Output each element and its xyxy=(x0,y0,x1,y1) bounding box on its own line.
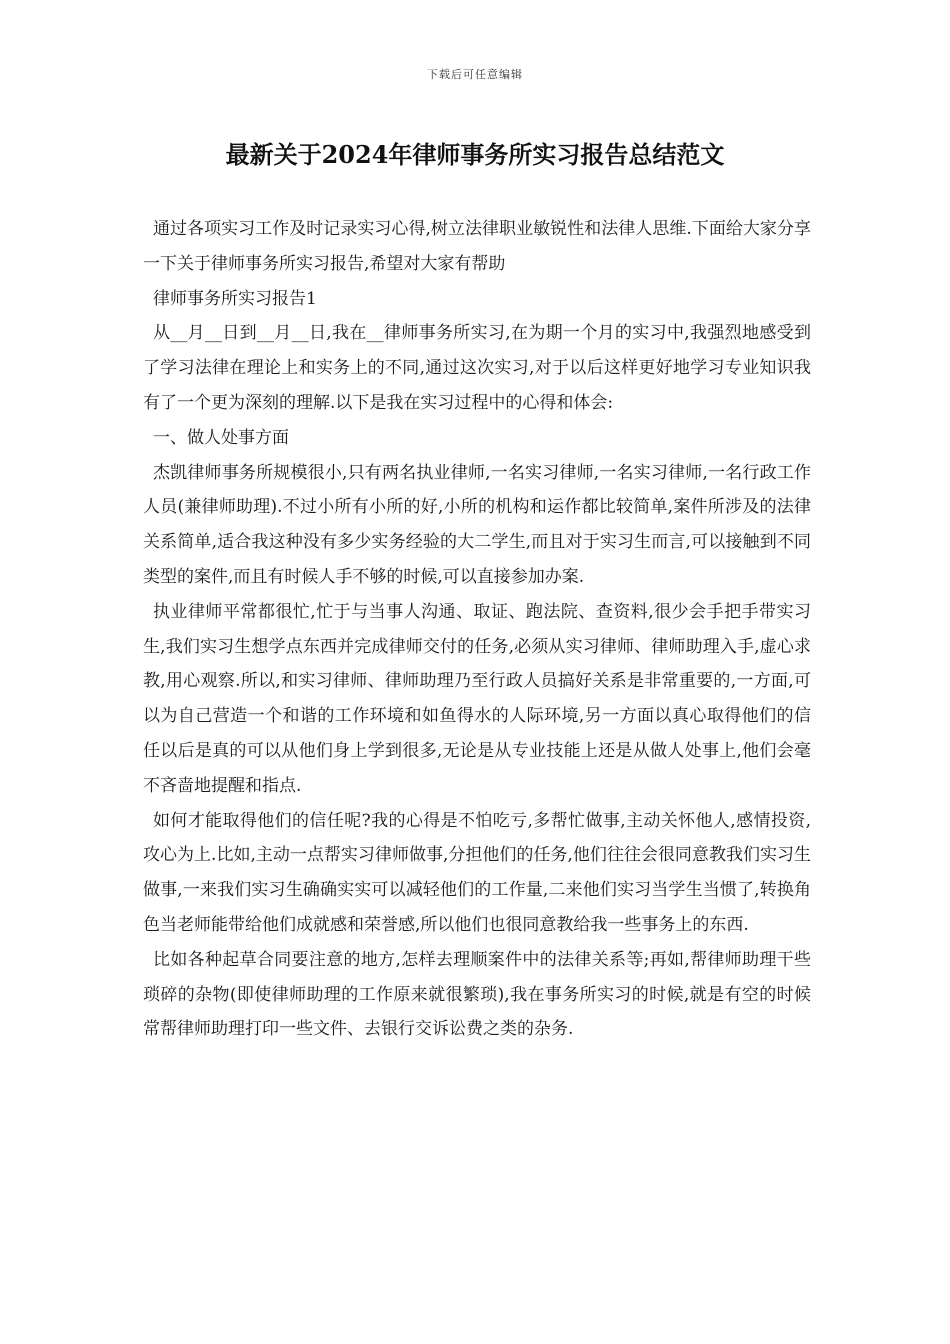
paragraph-intro: 通过各项实习工作及时记录实习心得,树立法律职业敏锐性和法律人思维.下面给大家分享一下关于律师事务所实习报告,希望对大家有帮助 xyxy=(143,219,811,274)
document-title: 最新关于2024年律师事务所实习报告总结范文 xyxy=(225,140,725,169)
header-note: 下载后可任意编辑 xyxy=(427,68,523,81)
paragraph-busy-lawyers: 执业律师平常都很忙,忙于与当事人沟通、取证、跑法院、查资料,很少会手把手带实习生,我们实习生想学点东西并完成律师交付的任务,必须从实习律师、律师助理入手,虚心求教,用心观察.所以,和实习律师、律师助理乃至行政人员搞好关系是非常重要的,一方面,可以为自己营造一个和谐的工作环境和如鱼得水的人际环境,另一方面以真心取得他们的信任以后是真的可以从他们身上学到很多,无论是从专业技能上还是从做人处事上,他们会毫不吝啬地提醒和指点. xyxy=(143,601,811,796)
section-heading-conduct: 一、做人处事方面 xyxy=(153,427,289,448)
paragraph-internship-period: 从__月__日到__月__日,我在__律师事务所实习,在为期一个月的实习中,我强烈地感受到了学习法律在理论上和实务上的不同,通过这次实习,对于以后这样更好地学习专业知识我有了一个更为深刻的理解.以下是我在实习过程中的心得和体会: xyxy=(143,323,811,413)
section-heading-report-1: 律师事务所实习报告1 xyxy=(153,288,317,309)
paragraph-examples: 比如各种起草合同要注意的地方,怎样去理顺案件中的法律关系等;再如,帮律师助理干些琐碎的杂物(即使律师助理的工作原来就很繁琐),我在事务所实习的时候,就是有空的时候常帮律师助理打印一些文件、去银行交诉讼费之类的杂务. xyxy=(143,949,811,1040)
document-body xyxy=(143,212,811,1047)
paragraph-earn-trust: 如何才能取得他们的信任呢?我的心得是不怕吃亏,多帮忙做事,主动关怀他人,感情投资,攻心为上.比如,主动一点帮实习律师做事,分担他们的任务,他们往往会很同意教我们实习生做事,一来我们实习生确确实实可以减轻他们的工作量,二来他们实习当学生当惯了,转换角色当老师能带给他们成就感和荣誉感,所以他们也很同意教给我一些事务上的东西. xyxy=(143,810,811,935)
paragraph-firm-scale: 杰凯律师事务所规模很小,只有两名执业律师,一名实习律师,一名实习律师,一名行政工作人员(兼律师助理).不过小所有小所的好,小所的机构和运作都比较简单,案件所涉及的法律关系简单,适合我这种没有多少实务经验的大二学生,而且对于实习生而言,可以接触到不同类型的案件,而且有时候人手不够的时候,可以直接参加办案. xyxy=(143,462,811,587)
